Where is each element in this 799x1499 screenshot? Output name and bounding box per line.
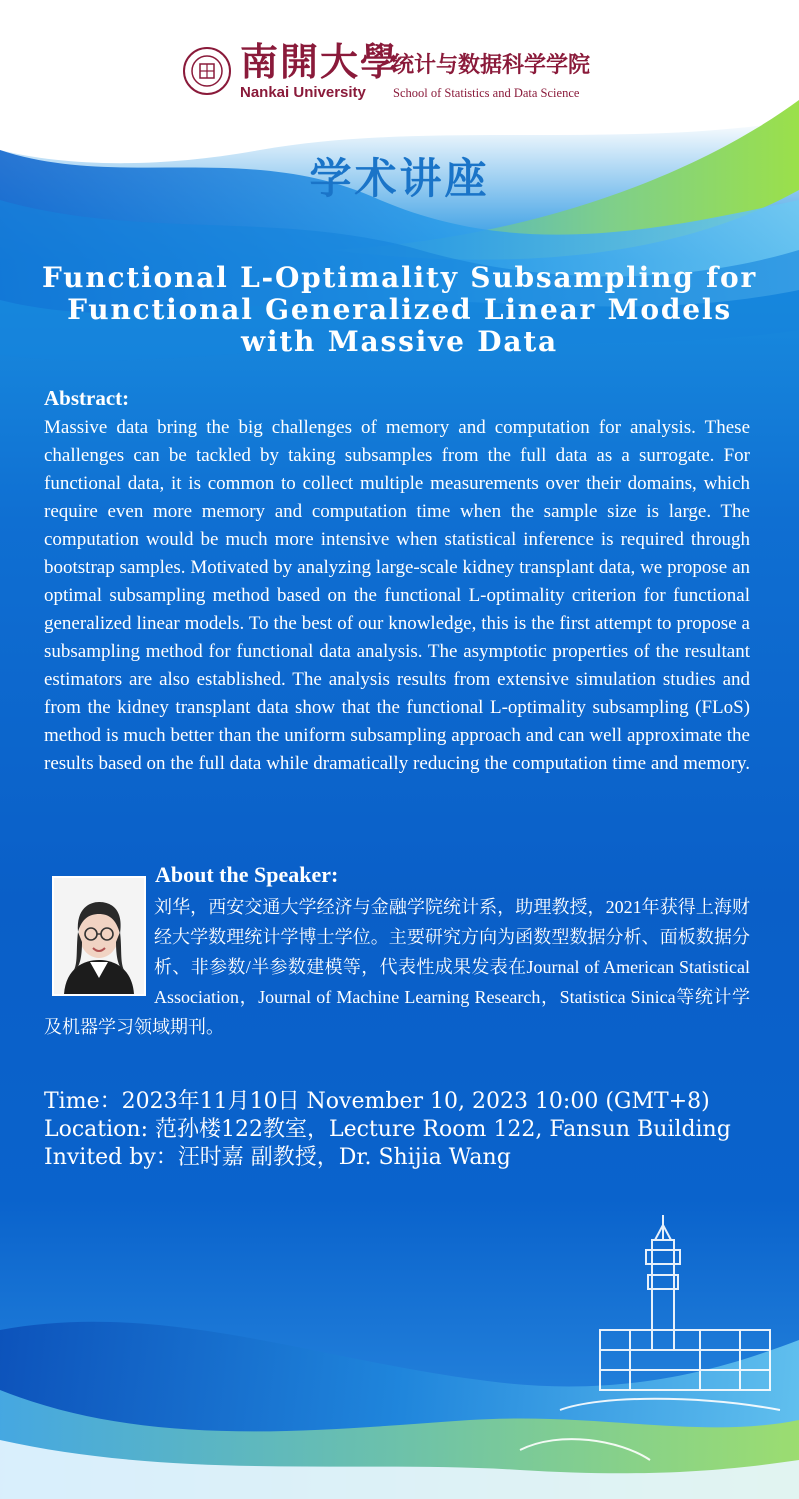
lecture-label: 学术讲座 <box>309 154 490 203</box>
header <box>0 38 799 108</box>
speaker-bio-block <box>44 892 750 1042</box>
event-location: Location: 范孙楼122教室，Lecture Room 122, Fansun Building <box>44 1117 731 1142</box>
abstract-heading: Abstract: <box>44 386 130 410</box>
school-name-en: School of Statistics and Data Science <box>393 86 580 100</box>
event-invited-by: Invited by：汪时嘉 副教授，Dr. Shijia Wang <box>44 1145 511 1170</box>
university-name-cn: 南開大學 <box>240 39 401 84</box>
speaker-heading: About the Speaker: <box>155 862 339 887</box>
speaker-bio: 刘华，西安交通大学经济与金融学院统计系，助理教授，2021年获得上海财经大学数理统计学博士学位。主要研究方向为函数型数据分析、面板数据分析、非参数/半参数建模等，代表性成果发表在Journal of American Statistical Association，Journal of Machine Learning Research，Statistica Sinica等统计学及机器学习领域期刊。 <box>44 897 750 1037</box>
university-seal-icon <box>182 46 232 96</box>
talk-title: Functional L-Optimality Subsampling for Functional Generalized Linear Models with Massive Data <box>41 261 758 358</box>
photo-spacer <box>44 892 154 1012</box>
university-name-en: Nankai University <box>240 84 366 101</box>
school-name-cn: 统计与数据科学学院 <box>392 53 591 78</box>
abstract-body: Massive data bring the big challenges of memory and computation for analysis. These challenges can be tackled by taking subsamples from the full data as a surrogate. For functional data, it is common to collect multiple measurements over their domains, which require even more memory and computation time when the sample size is large. The computation would be much more intensive when statistical inference is required through bootstrap samples. Motivated by analyzing large-scale kidney transplant data, we propose an optimal subsampling method based on the functional L-optimality criterion for functional generalized linear models. To the best of our knowledge, this is the first attempt to propose a subsampling method for functional data analysis. The asymptotic properties of the resultant estimators are also established. The analysis results from extensive simulation studies and from the kidney transplant data show that the functional L-optimality subsampling (FLoS) method is much better than the uniform subsampling approach and can well approximate the results based on the full data while dramatically reducing the computation time and memory. <box>44 417 750 774</box>
event-time: Time：2023年11月10日 November 10, 2023 10:00 (GMT+8) <box>44 1089 710 1114</box>
event-info <box>44 1088 764 1172</box>
